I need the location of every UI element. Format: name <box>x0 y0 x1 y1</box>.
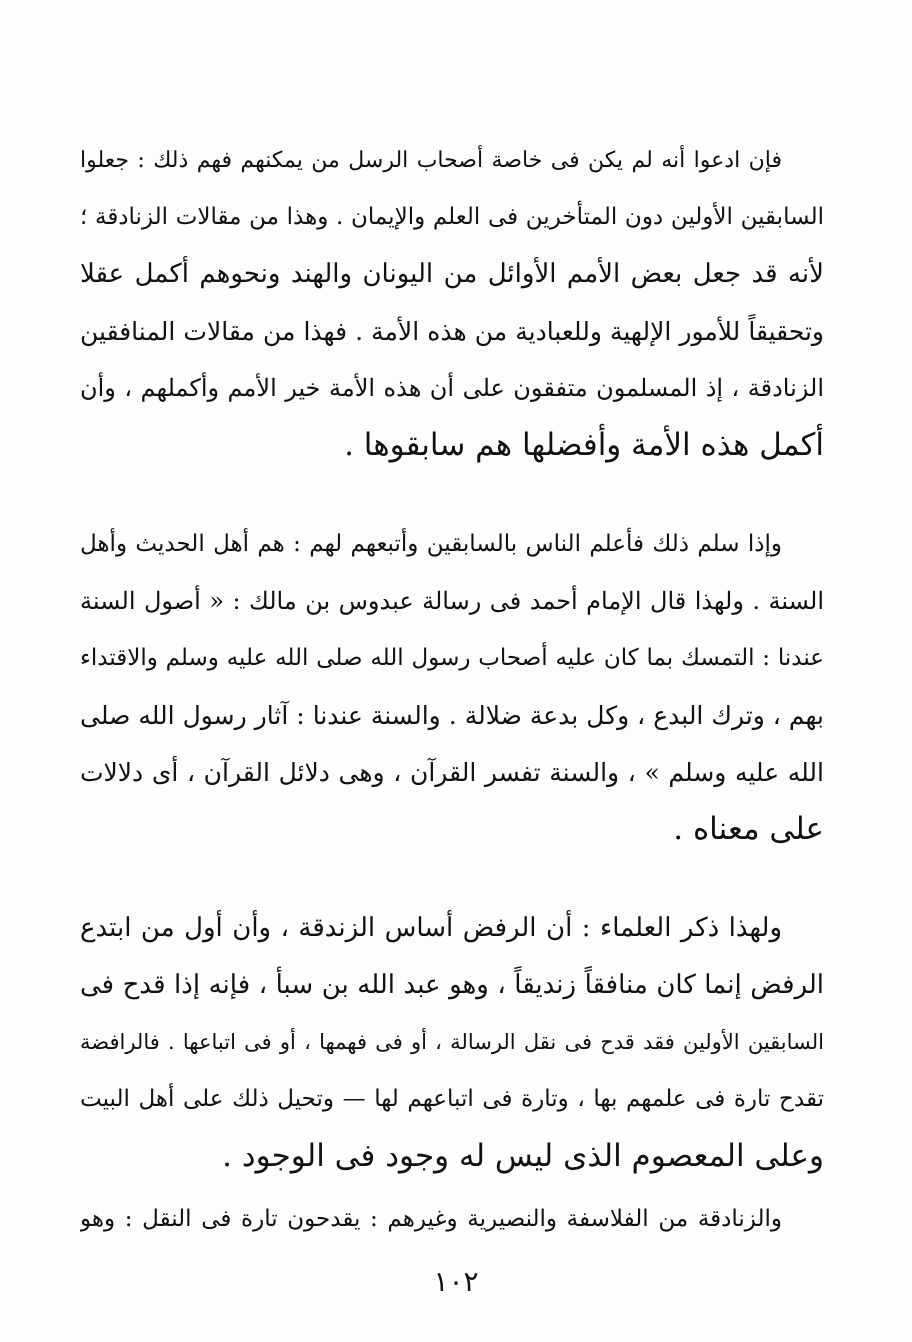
text-line: السنة . ولهذا قال الإمام أحمد فى رسالة عبدوس بن مالك : « أصول السنة <box>80 587 824 615</box>
text-line: ولهذا ذكر العلماء : أن الرفض أساس الزندقة ، وأن أول من ابتدع <box>80 913 782 943</box>
text-line: لأنه قد جعل بعض الأمم الأوائل من اليونان والهند ونحوهم أكمل عقلا <box>80 259 824 289</box>
text-line: على معناه . <box>673 811 824 847</box>
paragraph-spacer <box>80 858 824 900</box>
paragraph-1 <box>80 132 824 474</box>
text-line: وعلى المعصوم الذى ليس له وجود فى الوجود . <box>222 1138 824 1174</box>
text-line: بهم ، وترك البدع ، وكل بدعة ضلالة . والسنة عندنا : آثار رسول الله صلى <box>80 701 824 730</box>
paragraph-spacer <box>80 474 824 516</box>
paragraph-3 <box>80 900 824 1185</box>
text-line: الله عليه وسلم » ، والسنة تفسر القرآن ، وهى دلائل القرآن ، أى دلالات <box>80 758 824 787</box>
paragraph-2 <box>80 516 824 858</box>
text-line: وإذا سلم ذلك فأعلم الناس بالسابقين وأتبعهم لهم : هم أهل الحديث وأهل <box>80 531 782 557</box>
text-line: تقدح تارة فى علمهم بها ، وتارة فى اتباعهم لها — وتحيل ذلك على أهل البيت <box>80 1086 824 1112</box>
paragraph-4 <box>80 1191 824 1248</box>
page-body-text <box>80 132 824 1248</box>
text-line: وتحقيقاً للأمور الإلهية وللعبادية من هذه الأمة . فهذا من مقالات المنافقين <box>80 317 824 346</box>
text-line: فإن ادعوا أنه لم يكن فى خاصة أصحاب الرسل من يمكنهم فهم ذلك : جعلوا <box>80 148 782 173</box>
text-line: والزنادقة من الفلاسفة والنصيرية وغيرهم : يقدحون تارة فى النقل : وهو <box>80 1206 782 1232</box>
text-line: عندنا : التمسك بما كان عليه أصحاب رسول الله صلى الله عليه وسلم والاقتداء <box>80 645 824 671</box>
text-line: الزنادقة ، إذ المسلمون متفقون على أن هذه الأمة خير الأمم وأكملهم ، وأن <box>80 374 824 402</box>
text-line: السابقين الأولين فقد قدح فى نقل الرسالة ، أو فى فهمها ، أو فى اتباعها . فالرافضة <box>80 1030 824 1054</box>
text-line: السابقين الأولين دون المتأخرين فى العلم والإيمان . وهذا من مقالات الزنادقة ؛ <box>80 204 824 230</box>
text-line: أكمل هذه الأمة وأفضلها هم سابقوها . <box>344 427 824 463</box>
text-line: الرفض إنما كان منافقاً زنديقاً ، وهو عبد الله بن سبأ ، فإنه إذا قدح فى <box>80 970 824 1000</box>
page-number: ١٠٢ <box>433 1265 479 1298</box>
